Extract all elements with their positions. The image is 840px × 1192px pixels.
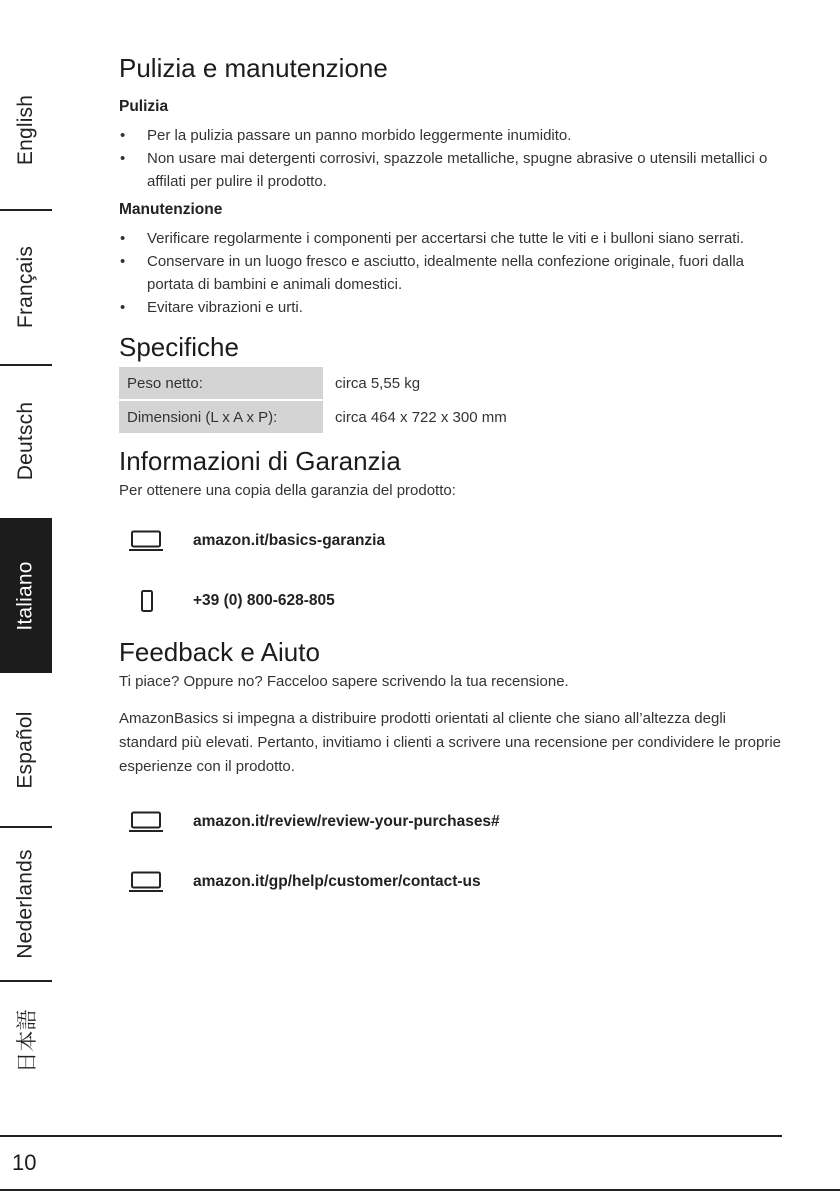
lang-label: Nederlands: [14, 849, 37, 959]
list-item: • Evitare vibrazioni e urti.: [119, 296, 784, 319]
laptop-icon: [119, 530, 193, 552]
lang-tab-deutsch[interactable]: [0, 368, 52, 514]
cleaning-heading: Pulizia: [119, 98, 169, 115]
review-link[interactable]: amazon.it/review/review-your-purchases#: [193, 813, 500, 830]
lang-label: English: [14, 94, 37, 166]
list-item: • Non usare mai detergenti corrosivi, spazzole metalliche, spugne abrasive o utensili metallici o affilati per pulire il prodotto.: [119, 147, 784, 193]
specs-section: [119, 331, 784, 435]
footer-rule: [0, 1135, 782, 1137]
review-link-row: [119, 807, 784, 837]
contact-link-row: [119, 867, 784, 897]
lang-label: Français: [14, 245, 37, 329]
lang-divider: [0, 980, 52, 982]
lang-divider: [0, 209, 52, 211]
cleaning-title: Pulizia e manutenzione: [119, 53, 388, 83]
warranty-intro: Per ottenere una copia della garanzia del prodotto:: [119, 482, 456, 499]
lang-label: Italiano: [14, 560, 38, 631]
cleaning-section: [119, 52, 784, 319]
spec-key: Peso netto:: [119, 367, 323, 399]
spec-key: Dimensioni (L x A x P):: [119, 401, 323, 433]
spec-value: circa 464 x 722 x 300 mm: [335, 408, 507, 426]
maintenance-heading: Manutenzione: [119, 201, 223, 218]
list-item: • Verificare regolarmente i componenti per accertarsi che tutte le viti e i bulloni siano serrati.: [119, 227, 784, 250]
warranty-web-row: [119, 526, 784, 556]
laptop-icon: [119, 811, 193, 833]
lang-divider: [0, 364, 52, 366]
lang-tab-japanese[interactable]: [0, 986, 52, 1096]
feedback-intro: Ti piace? Oppure no? Facceloo sapere scrivendo la tua recensione.: [119, 673, 569, 690]
lang-label: 日本語: [16, 1009, 40, 1073]
warranty-web-link[interactable]: amazon.it/basics-garanzia: [193, 532, 386, 549]
warranty-section: [119, 445, 784, 616]
laptop-icon: [119, 871, 193, 893]
warranty-phone-row: [119, 586, 784, 616]
list-item: • Per la pulizia passare un panno morbido leggermente inumidito.: [119, 124, 784, 147]
lang-label: Deutsch: [14, 401, 38, 481]
list-item: • Conservare in un luogo fresco e asciutto, idealmente nella confezione originale, fuori dalla portata di bambini e animali domestici.: [119, 250, 784, 296]
cleaning-list: [119, 124, 784, 193]
maintenance-list: [119, 227, 784, 319]
warranty-title: Informazioni di Garanzia: [119, 446, 401, 476]
feedback-section: [119, 636, 784, 897]
phone-icon: [119, 590, 193, 612]
warranty-phone-number[interactable]: +39 (0) 800-628-805: [193, 592, 335, 609]
lang-tab-italiano[interactable]: [0, 518, 52, 673]
spec-value: circa 5,55 kg: [335, 374, 421, 392]
lang-divider: [0, 826, 52, 828]
lang-tab-nederlands[interactable]: [0, 830, 52, 978]
lang-tab-espanol[interactable]: [0, 676, 52, 824]
lang-label: Español: [14, 711, 38, 789]
lang-tab-english[interactable]: [0, 55, 52, 205]
page-number: 10: [12, 1150, 37, 1175]
main-content: [119, 52, 784, 897]
table-row: [119, 401, 507, 433]
bottom-edge: [0, 1189, 840, 1191]
contact-link[interactable]: amazon.it/gp/help/customer/contact-us: [193, 873, 481, 890]
specs-table: [119, 365, 507, 435]
table-row: [119, 367, 507, 399]
lang-tab-francais[interactable]: [0, 213, 52, 361]
specs-title: Specifiche: [119, 332, 239, 362]
feedback-title: Feedback e Aiuto: [119, 637, 320, 667]
feedback-body: AmazonBasics si impegna a distribuire prodotti orientati al cliente che siano all’altezza degli standard più elevati. Pertanto, invitiamo i clienti a scrivere una recensione per condividere le proprie esperienze con il prodotto.: [119, 710, 782, 775]
